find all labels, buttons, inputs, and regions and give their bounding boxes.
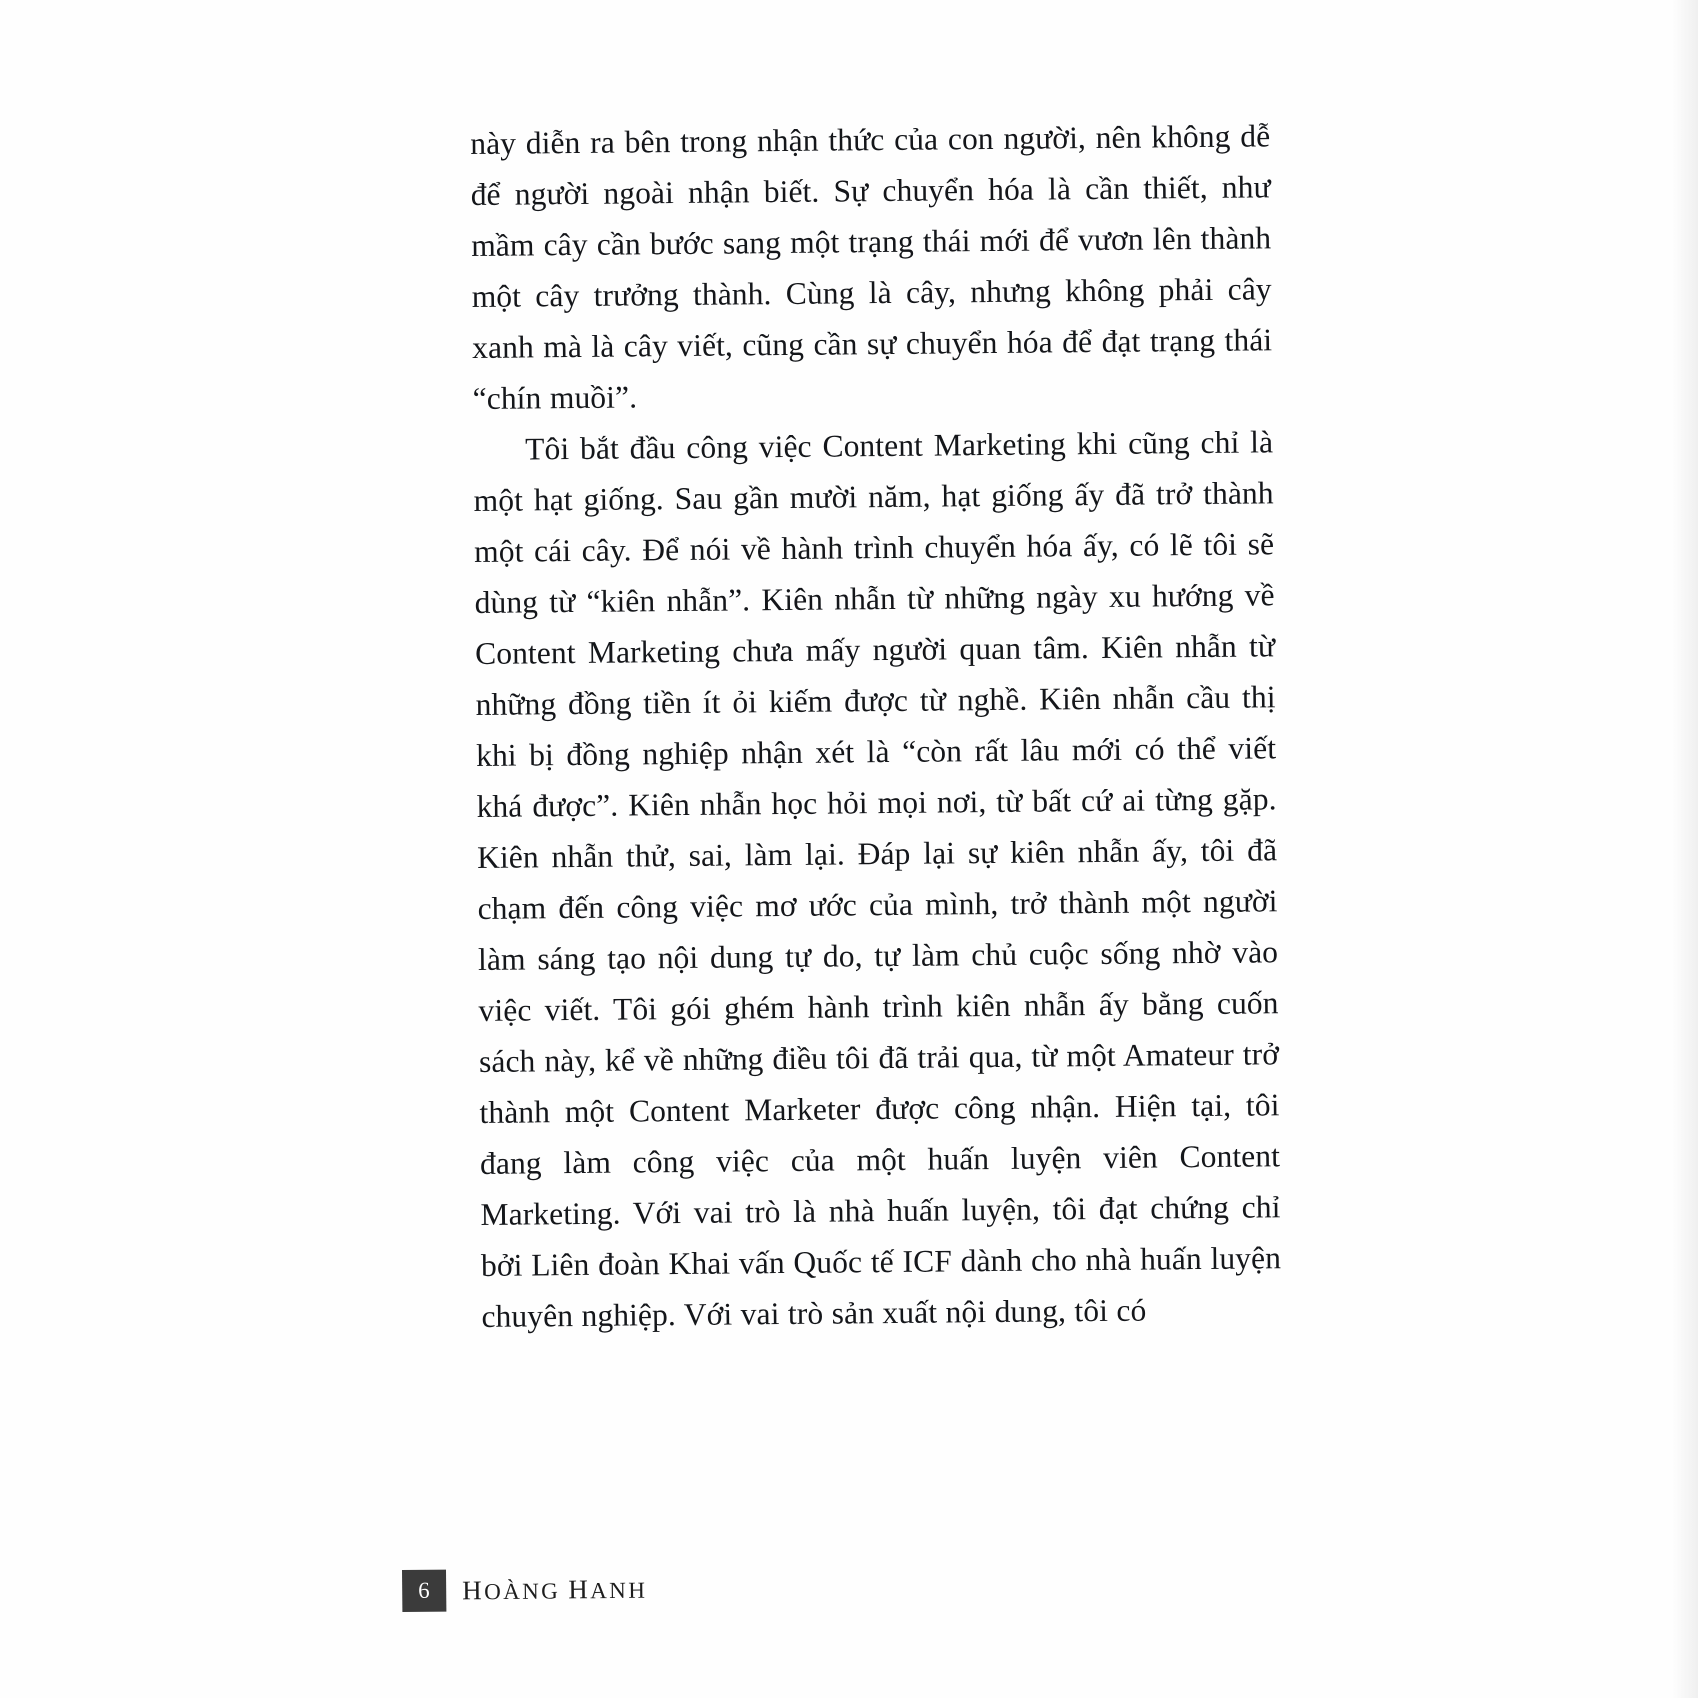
running-head-part-1: OÀNG	[483, 1577, 569, 1604]
page-text-body	[470, 110, 1282, 1342]
running-head	[462, 1573, 647, 1606]
paragraph-2: Tôi bắt đầu công việc Content Marketing khi cũng chỉ là một hạt giống. Sau gần mười năm, hạt giống ấy đã trở thành một cái cây. Để nói về hành trình chuyển hóa ấy, có lẽ tôi sẽ dùng từ “kiên nhẫn”. Kiên nhẫn từ những ngày xu hướng về Content Marketing chưa mấy người quan tâm. Kiên nhẫn từ những đồng tiền ít ỏi kiếm được từ nghề. Kiên nhẫn cầu thị khi bị đồng nghiệp nhận xét là “còn rất lâu mới có thể viết khá được”. Kiên nhẫn học hỏi mọi nơi, từ bất cứ ai từng gặp. Kiên nhẫn thử, sai, làm lại. Đáp lại sự kiên nhẫn ấy, tôi đã chạm đến công việc mơ ước của mình, trở thành một người làm sáng tạo nội dung tự do, tự làm chủ cuộc sống nhờ vào việc viết. Tôi gói ghém hành trình kiên nhẫn ấy bằng cuốn sách này, kể về những điều tôi đã trải qua, từ một Amateur trở thành một Content Marketer được công nhận. Hiện tại, tôi đang làm công việc của một huấn luyện viên Content Marketing. Với vai trò là nhà huấn luyện, tôi đạt chứng chỉ bởi Liên đoàn Khai vấn Quốc tế ICF dành cho nhà huấn luyện chuyên nghiệp. Với vai trò sản xuất nội dung, tôi có	[473, 424, 1282, 1334]
running-head-initial-1: H	[462, 1574, 485, 1605]
scan-edge-shadow	[1672, 0, 1698, 1698]
paragraph-1: này diễn ra bên trong nhận thức của con người, nên không dễ để người ngoài nhận biết. Sự chuyển hóa là cần thiết, như mầm cây cần bước sang một trạng thái mới để vươn lên thành một cây trưởng thành. Cùng là cây, nhưng không phải cây xanh mà là cây viết, cũng cần sự chuyển hóa để đạt trạng thái “chín muồi”.	[470, 118, 1273, 416]
page-footer	[402, 1568, 647, 1612]
page-number: 6	[402, 1570, 446, 1612]
running-head-initial-2: H	[568, 1573, 591, 1604]
running-head-part-2: ANH	[590, 1577, 648, 1603]
